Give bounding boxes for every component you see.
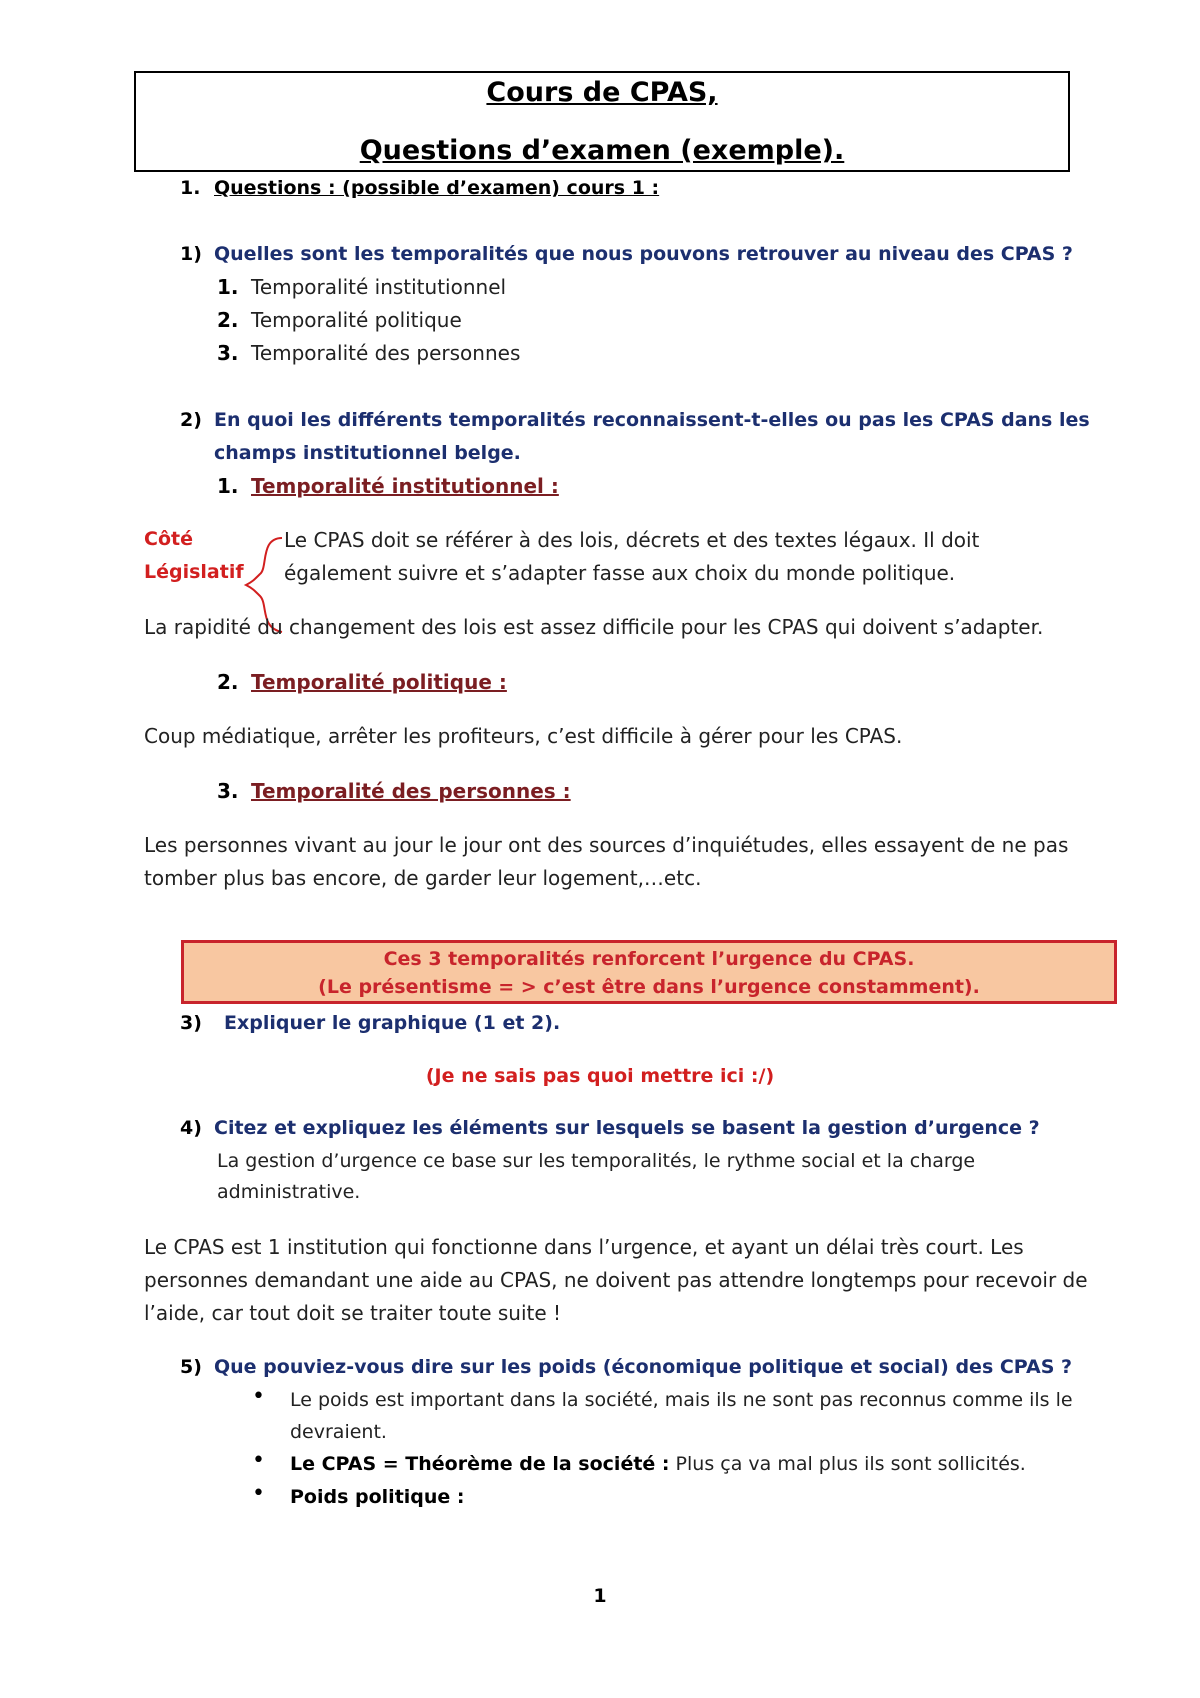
paragraph-line: tomber plus bas encore, de garder leur logement,…etc. bbox=[144, 866, 702, 890]
answer-line: administrative. bbox=[217, 1181, 361, 1203]
page-number: 1 bbox=[593, 1585, 607, 1607]
bullet-bold: Le CPAS = Théorème de la société : bbox=[290, 1453, 670, 1475]
list-item bbox=[217, 341, 520, 365]
paragraph: Coup médiatique, arrêter les profiteurs, c’est difficile à gérer pour les CPAS. bbox=[144, 724, 903, 748]
list-text: Temporalité des personnes bbox=[251, 341, 521, 365]
bullet-icon: • bbox=[252, 1384, 265, 1409]
bullet-icon: • bbox=[252, 1481, 265, 1506]
list-number: 2. bbox=[217, 308, 239, 332]
question-number: 1) bbox=[180, 243, 202, 265]
paragraph-line: Le CPAS doit se référer à des lois, décrets et des textes légaux. Il doit bbox=[284, 528, 980, 552]
question-2-continued: champs institutionnel belge. bbox=[214, 442, 521, 464]
sub-number: 3. bbox=[217, 779, 239, 803]
paragraph: La rapidité du changement des lois est assez difficile pour les CPAS qui doivent s’adapter. bbox=[144, 615, 1044, 639]
question-text: En quoi les différents temporalités reconnaissent-t-elles ou pas les CPAS dans les bbox=[214, 409, 1090, 431]
question-text: Quelles sont les temporalités que nous pouvons retrouver au niveau des CPAS ? bbox=[214, 243, 1073, 265]
subheading-institutionnel bbox=[217, 474, 559, 498]
question-number: 5) bbox=[180, 1356, 202, 1378]
bullet-text: devraient. bbox=[290, 1421, 387, 1443]
question-3 bbox=[180, 1012, 560, 1034]
list-text: Temporalité institutionnel bbox=[251, 275, 507, 299]
question-text: Expliquer le graphique (1 et 2). bbox=[224, 1012, 561, 1034]
question-text: Citez et expliquez les éléments sur lesquels se basent la gestion d’urgence ? bbox=[214, 1117, 1040, 1139]
note-text: (Je ne sais pas quoi mettre ici :/) bbox=[425, 1065, 775, 1087]
paragraph-line: Le CPAS est 1 institution qui fonctionne dans l’urgence, et ayant un délai très court. Les bbox=[144, 1235, 1024, 1259]
list-item bbox=[217, 308, 462, 332]
subheading-politique bbox=[217, 670, 507, 694]
list-number: 1. bbox=[217, 275, 239, 299]
section-heading bbox=[180, 177, 659, 199]
sub-label: Temporalité des personnes : bbox=[251, 779, 571, 803]
bullet-rest: Plus ça va mal plus ils sont sollicités. bbox=[669, 1453, 1026, 1475]
section-number: 1. bbox=[180, 177, 201, 199]
paragraph-line: personnes demandant une aide au CPAS, ne doivent pas attendre longtemps pour recevoir de bbox=[144, 1268, 1088, 1292]
question-4 bbox=[180, 1117, 1040, 1139]
question-2 bbox=[180, 409, 1090, 431]
question-1 bbox=[180, 243, 1073, 265]
bullet-text bbox=[290, 1453, 1026, 1475]
title-box bbox=[134, 71, 1070, 172]
highlight-line: Ces 3 temporalités renforcent l’urgence du CPAS. bbox=[383, 948, 915, 970]
list-text: Temporalité politique bbox=[251, 308, 462, 332]
bullet-icon: • bbox=[252, 1448, 265, 1473]
side-label-cote: Côté bbox=[144, 528, 193, 550]
highlight-box bbox=[181, 940, 1117, 1004]
list-number: 3. bbox=[217, 341, 239, 365]
question-text: Que pouviez-vous dire sur les poids (économique politique et social) des CPAS ? bbox=[214, 1356, 1073, 1378]
highlight-line: (Le présentisme = > c’est être dans l’urgence constamment). bbox=[318, 976, 980, 998]
sub-number: 2. bbox=[217, 670, 239, 694]
paragraph-line: l’aide, car tout doit se traiter toute suite ! bbox=[144, 1301, 562, 1325]
side-label-legislatif: Législatif bbox=[144, 561, 244, 583]
document-subtitle: Questions d’examen (exemple). bbox=[359, 135, 845, 166]
question-number: 4) bbox=[180, 1117, 202, 1139]
bullet-bold: Poids politique : bbox=[290, 1486, 465, 1508]
question-number: 3) bbox=[180, 1012, 202, 1034]
list-item bbox=[217, 275, 506, 299]
question-number: 2) bbox=[180, 409, 202, 431]
paragraph-line: également suivre et s’adapter fasse aux choix du monde politique. bbox=[284, 561, 956, 585]
paragraph-line: Les personnes vivant au jour le jour ont des sources d’inquiétudes, elles essayent de ne pas bbox=[144, 833, 1069, 857]
bullet-text: Le poids est important dans la société, mais ils ne sont pas reconnus comme ils le bbox=[290, 1389, 1073, 1411]
sub-label: Temporalité politique : bbox=[251, 670, 507, 694]
document-title: Cours de CPAS, bbox=[486, 77, 718, 108]
sub-label: Temporalité institutionnel : bbox=[251, 474, 559, 498]
sub-number: 1. bbox=[217, 474, 239, 498]
section-label: Questions : (possible d’examen) cours 1 : bbox=[214, 177, 660, 199]
question-5 bbox=[180, 1356, 1072, 1378]
subheading-personnes bbox=[217, 779, 571, 803]
answer-line: La gestion d’urgence ce base sur les temporalités, le rythme social et la charge bbox=[217, 1150, 976, 1172]
